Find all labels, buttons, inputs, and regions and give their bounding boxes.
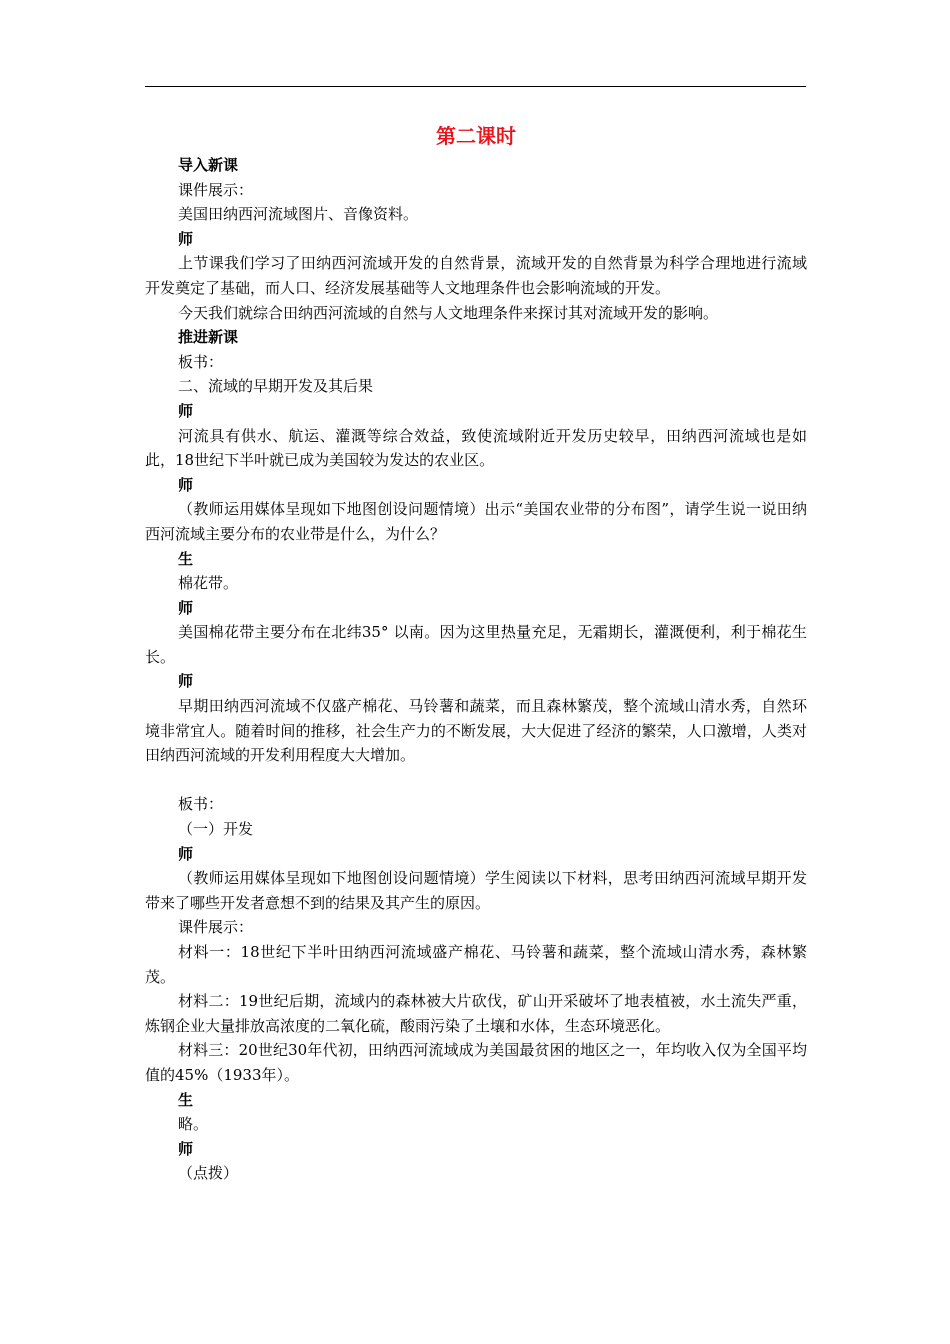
section-heading: 师 xyxy=(178,672,194,691)
paragraph: 课件展示： xyxy=(178,180,254,199)
section-heading: 师 xyxy=(178,598,194,617)
paragraph: 今天我们就综合田纳西河流域的自然与人文地理条件来探讨其对流域开发的影响。 xyxy=(178,303,719,322)
paragraph: 略。 xyxy=(178,1115,209,1134)
paragraph: 棉花带。 xyxy=(178,574,239,593)
paragraph: 早期田纳西河流域不仅盛产棉花、马铃薯和蔬菜，而且森林繁茂，整个流域山清水秀，自然环境非常宜人。随着时间的推移，社会生产力的不断发展，大大促进了经济的繁荣，人口激增，人类对田纳西河流域的开发利用程度大大增加。 xyxy=(145,697,807,765)
paragraph: 美国田纳西河流域图片、音像资料。 xyxy=(178,205,419,224)
section-heading: 生 xyxy=(178,549,194,568)
section-heading: 生 xyxy=(178,1090,194,1109)
paragraph: （教师运用媒体呈现如下地图创设问题情境）出示“美国农业带的分布图”，请学生说一说田纳西河流域主要分布的农业带是什么，为什么？ xyxy=(145,500,807,543)
section-heading: 师 xyxy=(178,844,194,863)
section-heading: 推进新课 xyxy=(178,328,239,347)
paragraph: 材料二：19世纪后期，流域内的森林被大片砍伐，矿山开采破坏了地表植被，水土流失严重，炼钢企业大量排放高浓度的二氧化硫，酸雨污染了土壤和水体，生态环境恶化。 xyxy=(145,992,807,1035)
paragraph-list xyxy=(145,153,807,1186)
section-heading: 师 xyxy=(178,475,194,494)
paragraph: （教师运用媒体呈现如下地图创设问题情境）学生阅读以下材料，思考田纳西河流域早期开发带来了哪些开发者意想不到的结果及其产生的原因。 xyxy=(145,869,807,912)
page-title: 第二课时 xyxy=(436,124,516,148)
paragraph: （点拨） xyxy=(178,1164,239,1183)
blank-line xyxy=(145,768,807,793)
paragraph: （一）开发 xyxy=(178,820,254,839)
paragraph: 板书： xyxy=(178,352,224,371)
header-rule xyxy=(145,86,806,87)
section-heading: 师 xyxy=(178,401,194,420)
paragraph: 材料三：20世纪30年代初，田纳西河流域成为美国最贫困的地区之一，年均收入仅为全国平均值的45%（1933年）。 xyxy=(145,1041,807,1084)
paragraph: 二、流域的早期开发及其后果 xyxy=(178,377,374,396)
paragraph: 美国棉花带主要分布在北纬35° 以南。因为这里热量充足，无霜期长，灌溉便利，利于棉花生长。 xyxy=(145,623,807,666)
document-body xyxy=(145,119,807,1186)
paragraph: 课件展示： xyxy=(178,918,254,937)
paragraph: 上节课我们学习了田纳西河流域开发的自然背景，流域开发的自然背景为科学合理地进行流域开发奠定了基础，而人口、经济发展基础等人文地理条件也会影响流域的开发。 xyxy=(145,254,807,297)
section-heading: 师 xyxy=(178,229,194,248)
paragraph: 材料一：18世纪下半叶田纳西河流域盛产棉花、马铃薯和蔬菜，整个流域山清水秀，森林繁茂。 xyxy=(145,943,807,986)
paragraph: 板书： xyxy=(178,795,224,814)
section-heading: 师 xyxy=(178,1139,194,1158)
section-heading: 导入新课 xyxy=(178,156,239,174)
paragraph: 河流具有供水、航运、灌溉等综合效益，致使流域附近开发历史较早，田纳西河流域也是如此，18世纪下半叶就已成为美国较为发达的农业区。 xyxy=(145,426,807,470)
